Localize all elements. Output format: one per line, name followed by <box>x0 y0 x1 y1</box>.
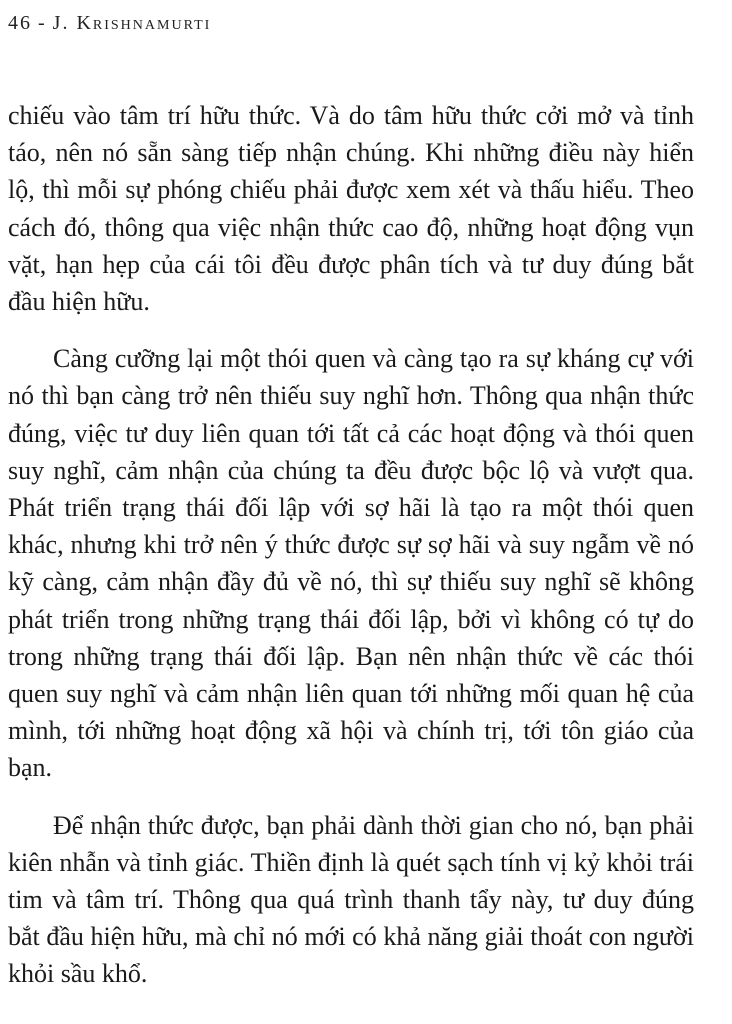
paragraph-continued: chiếu vào tâm trí hữu thức. Và do tâm hữu thức cởi mở và tỉnh táo, nên nó sẵn sàng tiếp nhận chúng. Khi những điều này hiển lộ, thì mỗi sự phóng chiếu phải được xem xét và thấu hiểu. Theo cách đó, thông qua việc nhận thức cao độ, những hoạt động vụn vặt, hạn hẹp của cái tôi đều được phân tích và tư duy đúng bắt đầu hiện hữu. <box>8 101 694 317</box>
page-body <box>8 97 694 1013</box>
running-header <box>8 10 211 36</box>
author-name: J. Krishnamurti <box>52 12 212 34</box>
paragraph: Để nhận thức được, bạn phải dành thời gian cho nó, bạn phải kiên nhẫn và tỉnh giác. Thiền định là quét sạch tính vị kỷ khỏi trái tim và tâm trí. Thông qua quá trình thanh tẩy này, tư duy đúng bắt đầu hiện hữu, mà chỉ nó mới có khả năng giải thoát con người khỏi sầu khổ. <box>8 810 694 989</box>
header-separator: - <box>38 12 47 34</box>
paragraph: Càng cưỡng lại một thói quen và càng tạo ra sự kháng cự với nó thì bạn càng trở nên thiếu suy nghĩ hơn. Thông qua nhận thức đúng, việc tư duy liên quan tới tất cả các hoạt động và thói quen suy nghĩ, cảm nhận của chúng ta đều được bộc lộ và vượt qua. Phát triển trạng thái đối lập với sợ hãi là tạo ra một thói quen khác, nhưng khi trở nên ý thức được sự sợ hãi và suy ngẫm về nó kỹ càng, cảm nhận đầy đủ về nó, thì sự thiếu suy nghĩ sẽ không phát triển trong những trạng thái đối lập, bởi vì không có tự do trong những trạng thái đối lập. Bạn nên nhận thức về các thói quen suy nghĩ và cảm nhận liên quan tới những mối quan hệ của mình, tới những hoạt động xã hội và chính trị, tới tôn giáo của bạn. <box>8 344 694 783</box>
page-number: 46 <box>8 12 32 34</box>
